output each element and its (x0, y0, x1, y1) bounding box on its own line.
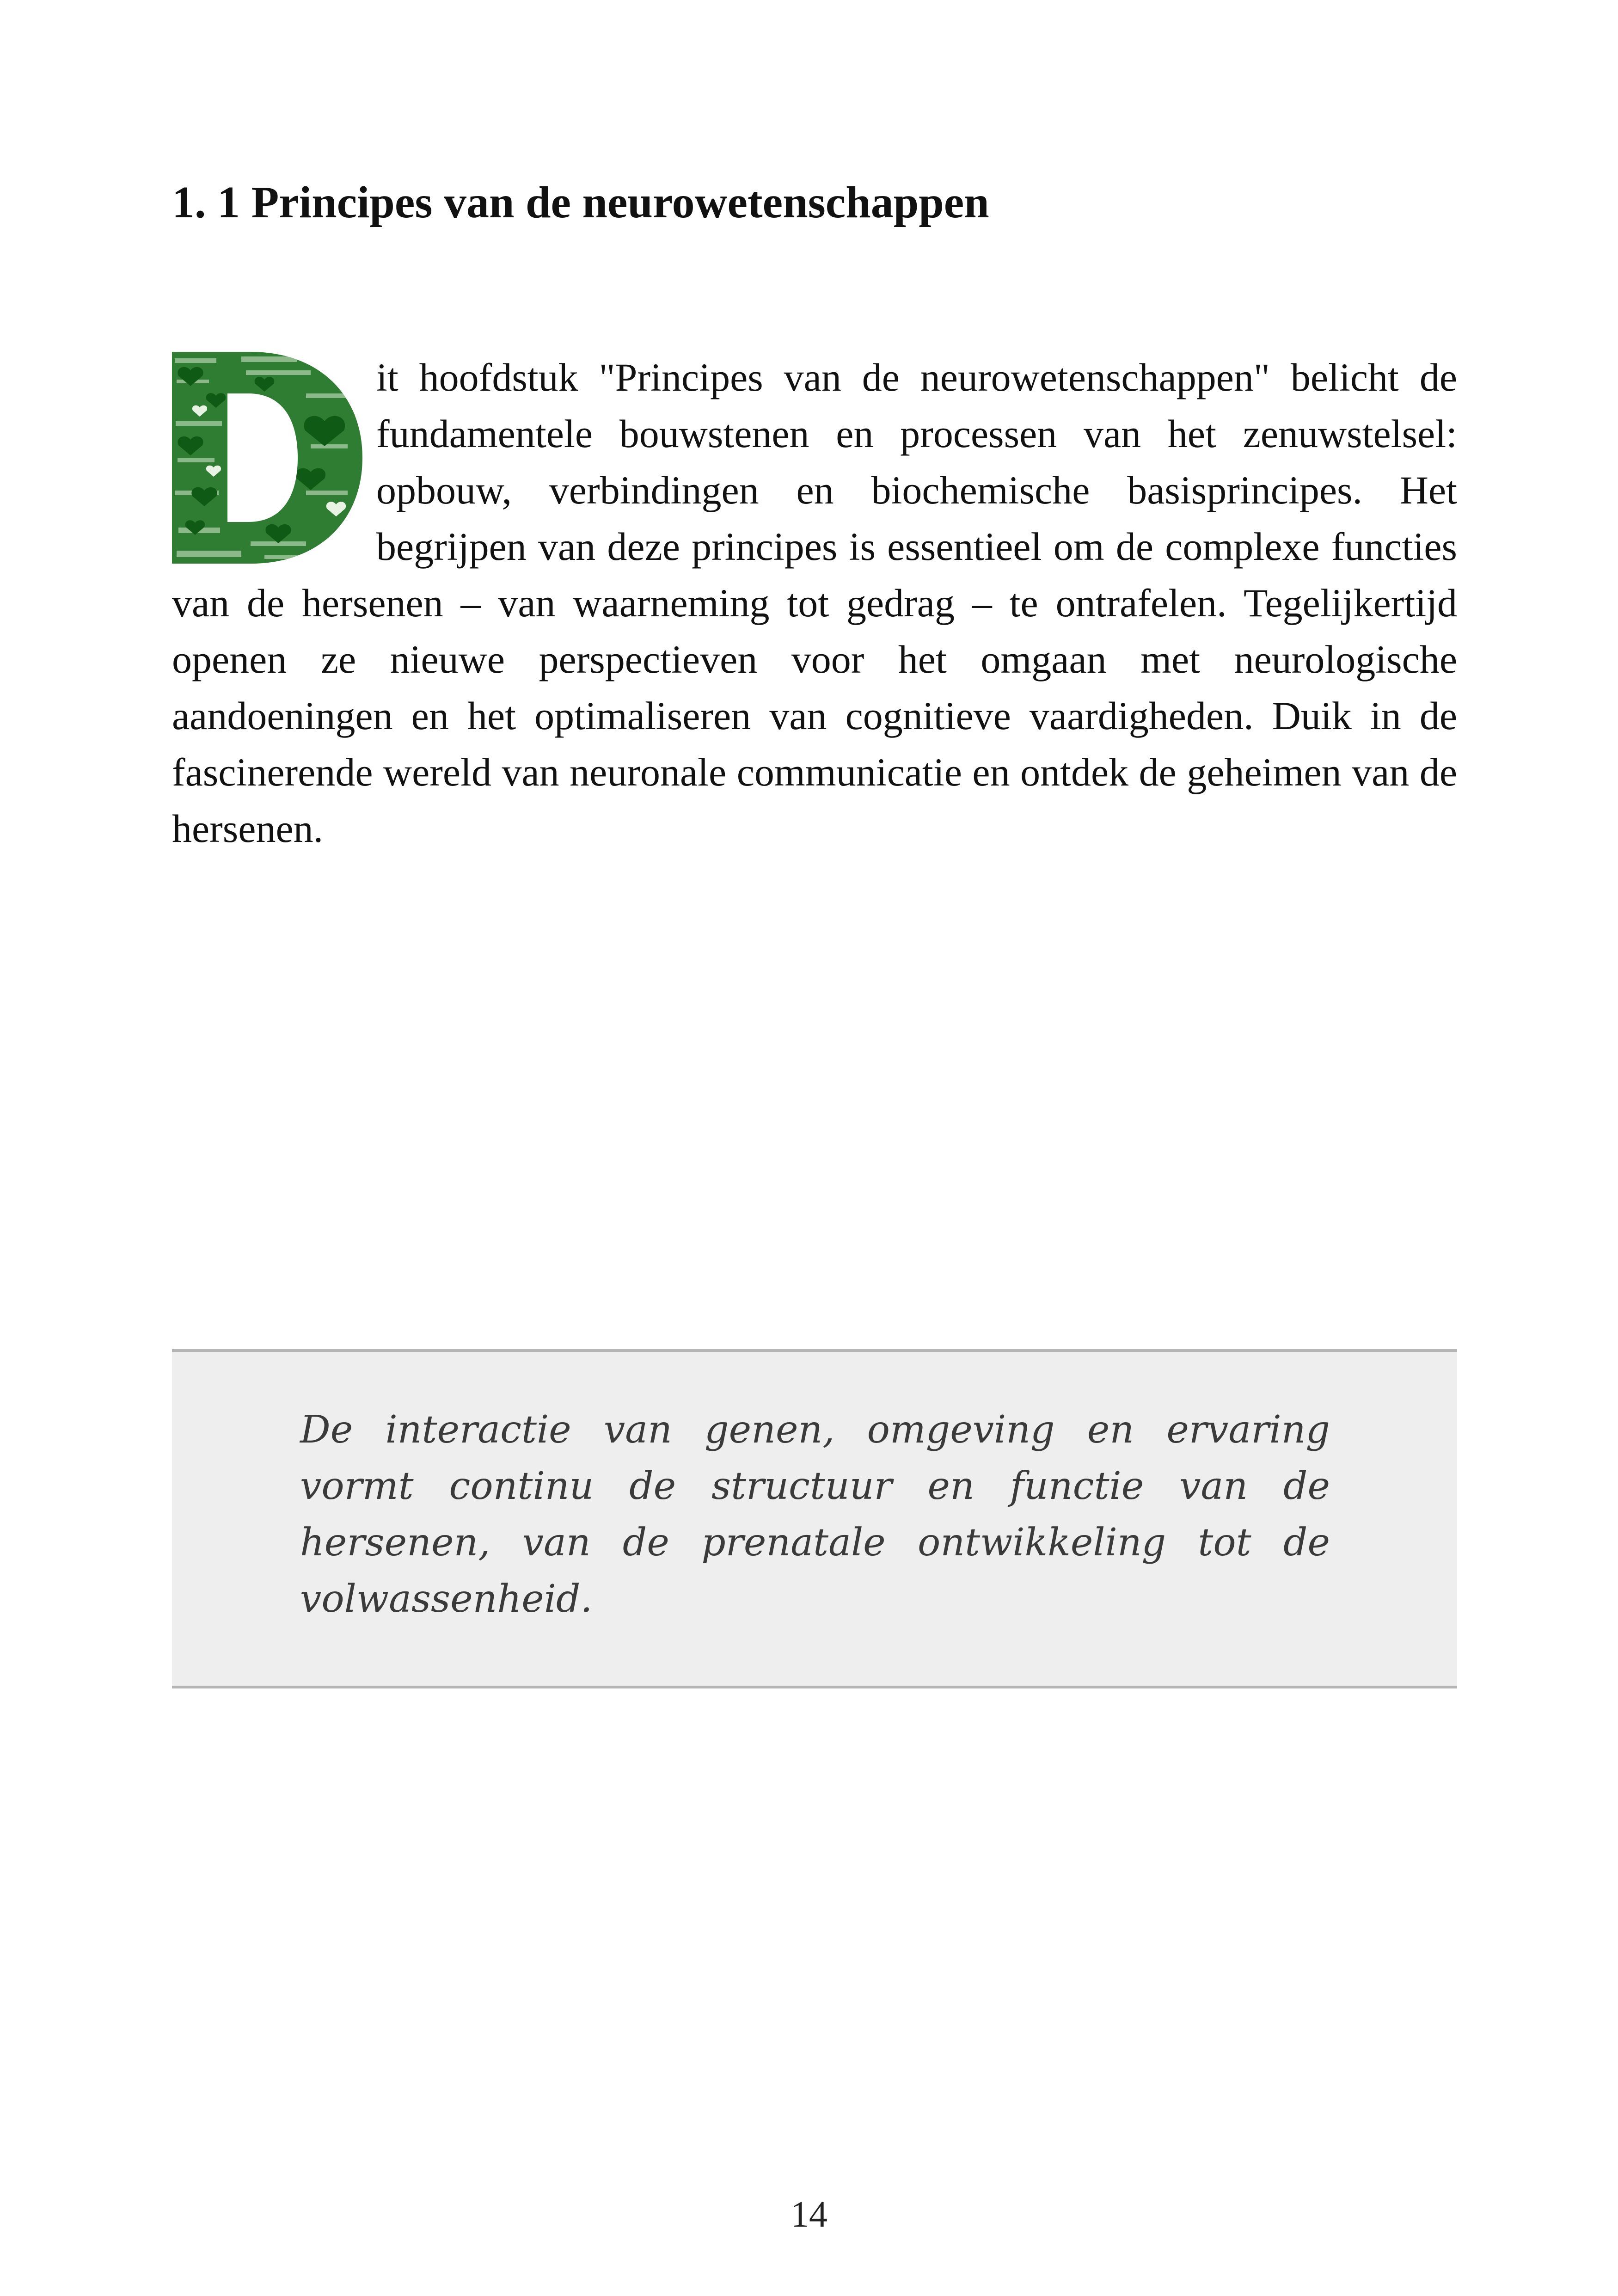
quote-box (172, 1349, 1457, 1688)
intro-paragraph (172, 349, 1457, 857)
quote-text: De interactie van genen, omgeving en ervaring vormt continu de structuur en functie van de hersenen, van de prenatale ontwikkeling tot de volwassenheid. (300, 1408, 1330, 1621)
section-heading: 1. 1 Principes van de neurowetenschappen (172, 178, 989, 227)
intro-text: it hoofdstuk "Principes van de neurowetenschappen" belicht de fundamentele bouwstenen en processen van het zenuwstelsel: opbouw, verbindingen en biochemische basisprincipes. Het begrijpen van deze principes is essentieel om de complexe functies van de hersenen – van waarneming tot gedrag – te ontrafelen. Tegelijkertijd openen ze nieuwe perspectieven voor het omgaan met neurologische aandoeningen en het optimaliseren van cognitieve vaardigheden. Duik in de fascinerende wereld van neuronale communicatie en ontdek de geheimen van de hersenen. (172, 355, 1457, 851)
drop-cap-d-icon (172, 352, 362, 564)
page-number: 14 (791, 2194, 827, 2235)
